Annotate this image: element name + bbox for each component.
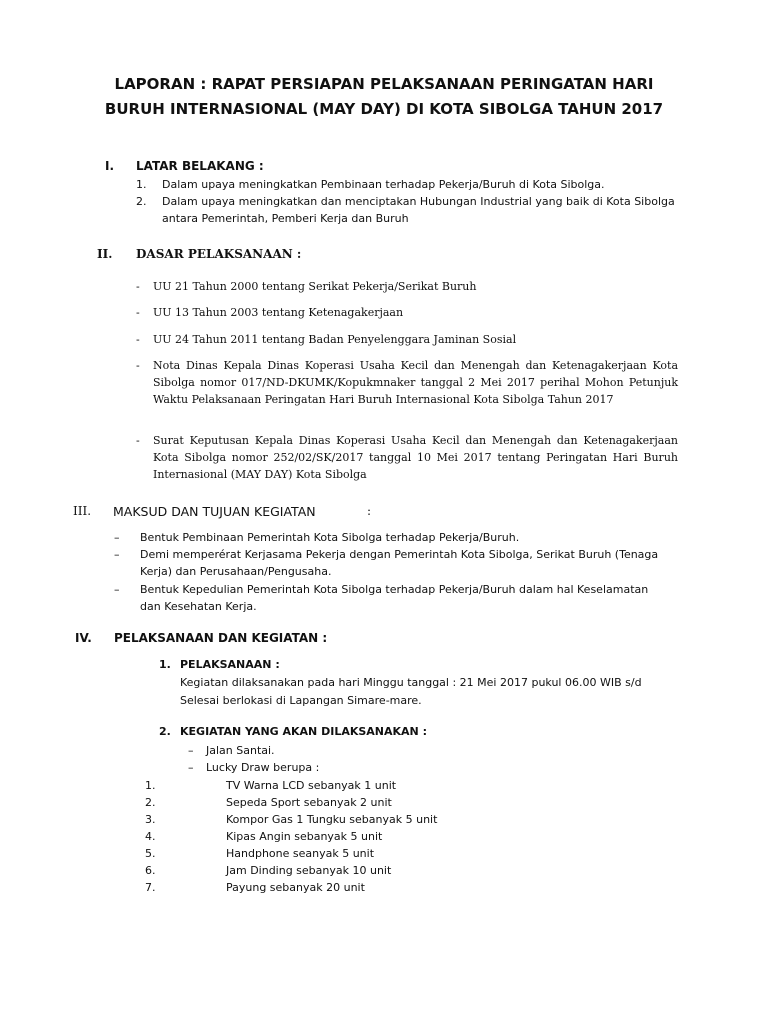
prize-text: Kipas Angin sebanyak 5 unit	[226, 830, 383, 843]
section-number: III.	[73, 504, 92, 518]
prize-number: 5.	[145, 847, 156, 860]
section-heading-dasar-pelaksanaan	[97, 247, 657, 263]
section-title: LATAR BELAKANG :	[136, 159, 264, 173]
section-title-colon: :	[367, 504, 372, 518]
section-number: IV.	[75, 631, 92, 645]
list-dash: -	[136, 434, 140, 447]
subsection-heading-pelaksanaan	[159, 658, 559, 674]
prize-item	[145, 811, 565, 828]
prize-number: 4.	[145, 830, 156, 843]
prize-item	[145, 794, 565, 811]
section-heading-latar-belakang	[105, 159, 665, 175]
prize-text: Payung sebanyak 20 unit	[226, 881, 365, 894]
list-number: 1.	[136, 178, 147, 191]
subsection-title: KEGIATAN YANG AKAN DILAKSANAKAN :	[180, 725, 427, 738]
list-text: Bentuk Kepedulian Pemerintah Kota Sibolga terhadap Pekerja/Buruh dalam hal Keselamatan dan Kesehatan Kerja.	[140, 583, 649, 613]
section-title: DASAR PELAKSANAAN :	[136, 247, 302, 261]
list-text: Nota Dinas Kepala Dinas Koperasi Usaha Kecil dan Menengah dan Ketenagakerjaan Kota Sibolga nomor 017/ND-DKUMK/Kopukmnaker tanggal 2 Mei 2017 perihal Mohon Petunjuk Waktu Pelaksanaan Peringatan Hari Buruh Internasional Kota Sibolga Tahun 2017	[153, 359, 678, 406]
list-dash: -	[136, 306, 140, 319]
list-dash: -	[136, 280, 140, 293]
prize-number: 2.	[145, 796, 156, 809]
section-title: PELAKSANAAN DAN KEGIATAN :	[114, 631, 328, 645]
list-dash: –	[188, 761, 194, 774]
prize-item	[145, 862, 565, 879]
prize-number: 1.	[145, 779, 156, 792]
list-dash: -	[136, 333, 140, 346]
list-dash: –	[114, 583, 120, 596]
prize-text: TV Warna LCD sebanyak 1 unit	[226, 779, 397, 792]
prize-text: Sepeda Sport sebanyak 2 unit	[226, 796, 392, 809]
subsection-number: 1.	[159, 658, 171, 671]
list-number: 2.	[136, 195, 147, 208]
prize-number: 7.	[145, 881, 156, 894]
prize-item	[145, 879, 565, 896]
list-text: Demi memperérat Kerjasama Pekerja dengan Pemerintah Kota Sibolga, Serikat Buruh (Tenaga Kerja) dan Perusahaan/Pengusaha.	[140, 548, 659, 578]
section-number: I.	[105, 159, 115, 173]
section-number: II.	[97, 247, 113, 261]
list-dash: –	[188, 744, 194, 757]
list-text: Dalam upaya meningkatkan Pembinaan terhadap Pekerja/Buruh di Kota Sibolga.	[162, 178, 605, 191]
subsection-number: 2.	[159, 725, 171, 738]
prize-item	[145, 828, 565, 845]
prize-text: Jam Dinding sebanyak 10 unit	[226, 864, 392, 877]
section-title: MAKSUD DAN TUJUAN KEGIATAN	[113, 504, 316, 519]
list-text: Lucky Draw berupa :	[206, 761, 320, 774]
subsection-heading-kegiatan	[159, 725, 559, 741]
pelaksanaan-paragraph: Kegiatan dilaksanakan pada hari Minggu tanggal : 21 Mei 2017 pukul 06.00 WIB s/d Selesai berlokasi di Lapangan Simare-mare.	[180, 676, 642, 707]
prize-item	[145, 845, 565, 862]
list-dash: –	[114, 531, 120, 544]
list-text: UU 13 Tahun 2003 tentang Ketenagakerjaan	[153, 306, 404, 319]
section-heading-maksud-tujuan	[73, 504, 673, 522]
prize-number: 6.	[145, 864, 156, 877]
prize-text: Handphone seanyak 5 unit	[226, 847, 375, 860]
document-title: LAPORAN : RAPAT PERSIAPAN PELAKSANAAN PERINGATAN HARI BURUH INTERNASIONAL (MAY DAY) DI KOTA SIBOLGA TAHUN 2017	[104, 75, 664, 118]
prize-item	[145, 777, 565, 794]
prize-number: 3.	[145, 813, 156, 826]
subsection-title: PELAKSANAAN :	[180, 658, 280, 671]
list-dash: -	[136, 359, 140, 372]
list-text: UU 24 Tahun 2011 tentang Badan Penyelenggara Jaminan Sosial	[153, 333, 517, 346]
list-text: Bentuk Pembinaan Pemerintah Kota Sibolga terhadap Pekerja/Buruh.	[140, 531, 520, 544]
list-text: Dalam upaya meningkatkan dan menciptakan Hubungan Industrial yang baik di Kota Sibolga antara Pemerintah, Pemberi Kerja dan Buruh	[162, 195, 675, 225]
prize-text: Kompor Gas 1 Tungku sebanyak 5 unit	[226, 813, 438, 826]
list-dash: –	[114, 548, 120, 561]
section-heading-pelaksanaan-kegiatan	[75, 631, 675, 647]
list-text: Jalan Santai.	[206, 744, 275, 757]
list-text: UU 21 Tahun 2000 tentang Serikat Pekerja/Serikat Buruh	[153, 280, 477, 293]
list-text: Surat Keputusan Kepala Dinas Koperasi Usaha Kecil dan Menengah dan Ketenagakerjaan Kota Sibolga nomor 252/02/SK/2017 tanggal 10 Mei 2017 tentang Peringatan Hari Buruh Internasional (MAY DAY) Kota Sibolga	[153, 434, 678, 481]
